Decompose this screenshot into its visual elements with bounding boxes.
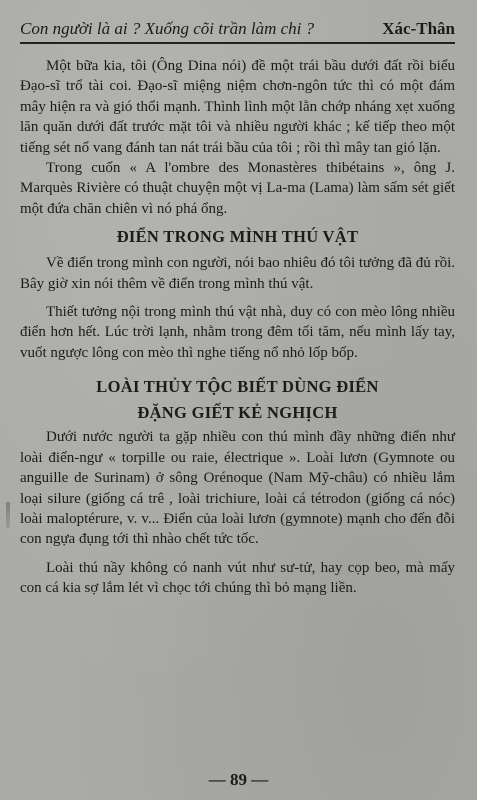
section-heading-aquatic: LOÀI THỦY TỘC BIẾT DÙNG ĐIỂN bbox=[96, 377, 379, 397]
paragraph-dina-story: Một bữa kia, tôi (Ông Dina nói) đề một trái bầu dưới đất rồi biểu Đạo-sĩ trổ tài coi. Đạo-sĩ miệng niệm chơn-ngôn tức thì có một đám mây hiện ra và gió thổi mạnh. Thình lình một lằn chớp nháng xẹt xuống lăn quăn dưới đất trước mặt tôi và nhiều người khác ; kế tiếp theo một tiếng sét nổ vang đánh tan nát trái bầu của tôi ; rồi thì mây tan gió lặn. bbox=[20, 58, 455, 156]
paragraph-electric-fish: Dưới nước người ta gặp nhiều con thú mình đầy những điển như loài điển-ngư « torpille ou raie, électrique ». Loài lươn (Gymnote ou anguille de Surinam) ở sông Orénoque (Nam Mỹ-châu) có nhiều lắm loại silure (giống cá trê , loài trichiure, loài cá tétrodon (giống cá nóc) loài maloptérure, v. v... Điển của loài lươn (gymnote) mạnh cho đến đỗi con ngựa đụng tới thì nhào chết tức tốc. bbox=[20, 429, 455, 548]
running-header bbox=[20, 18, 455, 44]
page-body bbox=[20, 56, 455, 599]
paragraph-fish-fear: Loài thú nầy không có nanh vút như sư-tử, hay cọp beo, mà mấy con cá kia sợ lắm lét vì chọc tới chúng thì bỏ mạng liền. bbox=[20, 559, 455, 597]
section-heading-animals: ĐIỂN TRONG MÌNH THÚ VẬT bbox=[116, 227, 359, 247]
paragraph-lama-story: Trong cuốn « A l'ombre des Monastères thibétains », ông J. Marquès Rivière có thuật chuyện một vị La-ma (Lama) làm sấm sét giết một đứa chăn chiên vì nó phá ổng. bbox=[20, 160, 455, 217]
header-title: Con người là ai ? Xuống cõi trần làm chi ? bbox=[20, 19, 315, 38]
header-section: Xác-Thân bbox=[382, 19, 455, 38]
page-edge-mark bbox=[6, 502, 10, 528]
page-number: — 89 — bbox=[208, 770, 269, 789]
paragraph-cat-electricity: Thiết tưởng nội trong mình thú vật nhà, duy có con mèo lông nhiều điển hơn hết. Lúc trời lạnh, nhằm trong đêm tối tăm, nếu mình lấy tay, vuốt ngược lông con mèo thì nghe tiếng nổ nhỏ lốp bốp. bbox=[20, 304, 455, 361]
section-subheading-aquatic: ĐẶNG GIẾT KẺ NGHỊCH bbox=[137, 403, 338, 423]
paragraph-human-electricity: Về điển trong mình con người, nói bao nhiêu đó tôi tưởng đã đủ rồi. Bây giờ xin nói thêm về điển trong mình thú vật. bbox=[20, 255, 455, 292]
